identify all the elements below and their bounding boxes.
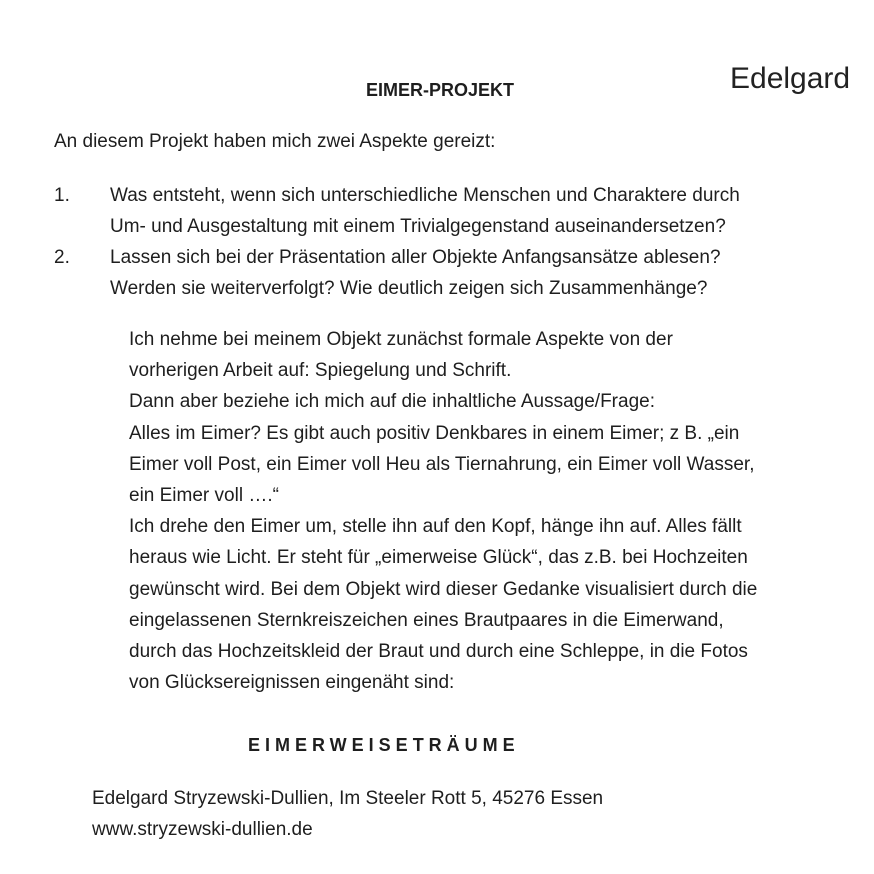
body-line: vorherigen Arbeit auf: Spiegelung und Schrift. <box>129 360 512 382</box>
list-item <box>54 180 834 242</box>
list-item-number: 2. <box>54 247 70 268</box>
body-line: durch das Hochzeitskleid der Braut und durch eine Schleppe, in die Fotos <box>129 641 748 663</box>
aspects-list <box>54 180 834 304</box>
body-line: gewünscht wird. Bei dem Objekt wird dieser Gedanke visualisiert durch die <box>129 578 758 600</box>
list-item <box>54 242 834 304</box>
body-line: von Glücksereignissen eingenäht sind: <box>129 672 455 694</box>
list-item-line: Was entsteht, wenn sich unterschiedliche Menschen und Charaktere durch <box>110 185 740 206</box>
body-line: Ich drehe den Eimer um, stelle ihn auf den Kopf, hänge ihn auf. Alles fällt <box>129 516 742 538</box>
body-line: eingelassenen Sternkreiszeichen eines Brautpaares in die Eimerwand, <box>129 609 724 631</box>
list-item-line: Um- und Ausgestaltung mit einem Trivialgegenstand auseinandersetzen? <box>110 216 726 237</box>
slogan-heading: EIMERWEISETRÄUME <box>248 735 520 755</box>
body-line: Ich nehme bei meinem Objekt zunächst formale Aspekte von der <box>129 329 673 350</box>
body-line: Dann aber beziehe ich mich auf die inhaltliche Aussage/Frage: <box>129 391 655 413</box>
list-item-line: Lassen sich bei der Präsentation aller Objekte Anfangsansätze ablesen? <box>110 247 721 268</box>
list-item-number: 1. <box>54 185 70 206</box>
footer-website: www.stryzewski-dullien.de <box>92 819 313 840</box>
body-line: Eimer voll Post, ein Eimer voll Heu als Tiernahrung, ein Eimer voll Wasser, <box>129 453 755 475</box>
document-title: EIMER-PROJEKT <box>366 80 515 100</box>
body-line: ein Eimer voll ….“ <box>129 485 279 507</box>
footer-address: Edelgard Stryzewski-Dullien, Im Steeler Rott 5, 45276 Essen <box>92 788 604 809</box>
body-line: heraus wie Licht. Er steht für „eimerweise Glück“, das z.B. bei Hochzeiten <box>129 547 748 569</box>
body-paragraph <box>129 324 829 698</box>
body-line: Alles im Eimer? Es gibt auch positiv Denkbares in einem Eimer; z B. „ein <box>129 422 740 444</box>
author-name: Edelgard <box>730 62 851 95</box>
intro-paragraph: An diesem Projekt haben mich zwei Aspekte gereizt: <box>54 131 496 152</box>
list-item-line: Werden sie weiterverfolgt? Wie deutlich zeigen sich Zusammenhänge? <box>110 278 708 299</box>
footer-contact <box>92 783 603 845</box>
